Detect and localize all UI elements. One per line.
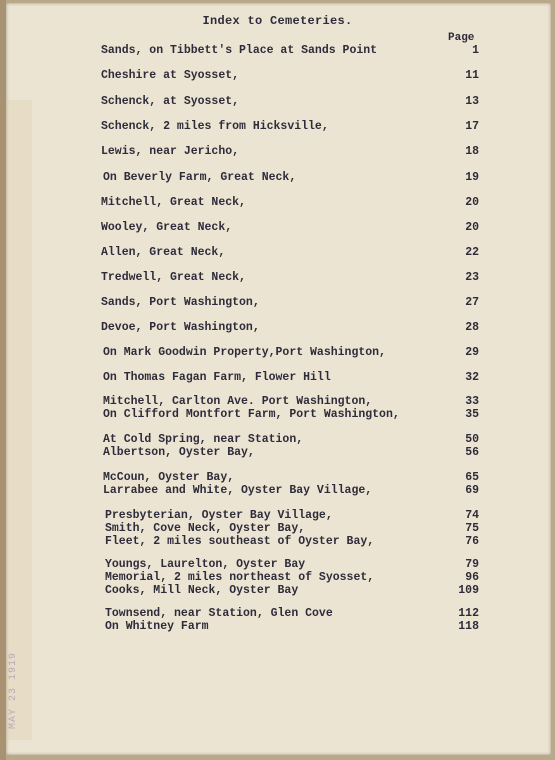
- index-entry: [0, 95, 555, 108]
- cemetery-name: Presbyterian, Oyster Bay Village,: [105, 509, 333, 522]
- index-entry-group: [0, 44, 555, 57]
- page-number: 23: [465, 271, 479, 284]
- cemetery-name: Smith, Cove Neck, Oyster Bay,: [105, 522, 306, 535]
- index-entry-group: [0, 371, 555, 384]
- index-entry: [0, 408, 555, 421]
- cemetery-name: Tredwell, Great Neck,: [101, 271, 246, 284]
- index-entry: [0, 171, 555, 184]
- index-entry: [0, 371, 555, 384]
- page-number: 118: [458, 620, 479, 633]
- page-number: 22: [465, 246, 479, 259]
- received-date-stamp: MAY 23 1919: [8, 652, 19, 730]
- index-entry-group: [0, 171, 555, 184]
- page-number: 76: [465, 535, 479, 548]
- page-number: 28: [465, 321, 479, 334]
- cemetery-name: Devoe, Port Washington,: [101, 321, 260, 334]
- index-entry: [0, 196, 555, 209]
- cemetery-name: Schenck, 2 miles from Hicksville,: [101, 120, 329, 133]
- index-entry: [0, 145, 555, 158]
- cemetery-name: Mitchell, Great Neck,: [101, 196, 246, 209]
- page-column-header: Page: [448, 32, 475, 44]
- index-entry: [0, 558, 555, 571]
- index-entry-group: [0, 321, 555, 334]
- cemetery-name: Townsend, near Station, Glen Cove: [105, 607, 333, 620]
- index-entry-group: [0, 246, 555, 259]
- index-entry-group: [0, 95, 555, 108]
- page-number: 1: [472, 44, 479, 57]
- index-entry: [0, 296, 555, 309]
- page-number: 20: [465, 196, 479, 209]
- page-number: 13: [465, 95, 479, 108]
- index-entry: [0, 44, 555, 57]
- cemetery-name: On Mark Goodwin Property,Port Washington,: [103, 346, 386, 359]
- index-entry: [0, 571, 555, 584]
- index-entry: [0, 607, 555, 620]
- page-number: 56: [465, 446, 479, 459]
- index-entry-group: [0, 196, 555, 209]
- page-number: 65: [465, 471, 479, 484]
- index-entry-group: [0, 145, 555, 158]
- page-number: 96: [465, 571, 479, 584]
- index-entry-group: [0, 433, 555, 459]
- index-entry: [0, 433, 555, 446]
- cemetery-name: Albertson, Oyster Bay,: [103, 446, 255, 459]
- cemetery-name: Larrabee and White, Oyster Bay Village,: [103, 484, 373, 497]
- index-entry: [0, 395, 555, 408]
- index-entry-group: [0, 509, 555, 548]
- cemetery-name: On Beverly Farm, Great Neck,: [103, 171, 297, 184]
- page-number: 29: [465, 346, 479, 359]
- index-entry: [0, 120, 555, 133]
- index-entry: [0, 246, 555, 259]
- cemetery-name: At Cold Spring, near Station,: [103, 433, 304, 446]
- cemetery-name: Youngs, Laurelton, Oyster Bay: [105, 558, 306, 571]
- cemetery-name: On Thomas Fagan Farm, Flower Hill: [103, 371, 331, 384]
- index-entry: [0, 69, 555, 82]
- cemetery-name: Allen, Great Neck,: [101, 246, 226, 259]
- page-number: 11: [465, 69, 479, 82]
- cemetery-name: Wooley, Great Neck,: [101, 221, 233, 234]
- page-number: 79: [465, 558, 479, 571]
- cemetery-name: Mitchell, Carlton Ave. Port Washington,: [103, 395, 373, 408]
- index-entry-group: [0, 120, 555, 133]
- cemetery-name: Memorial, 2 miles northeast of Syosset,: [105, 571, 375, 584]
- index-entry: [0, 221, 555, 234]
- index-entry-group: [0, 471, 555, 497]
- index-entry: [0, 271, 555, 284]
- page-number: 32: [465, 371, 479, 384]
- cemetery-name: Fleet, 2 miles southeast of Oyster Bay,: [105, 535, 375, 548]
- index-entry: [0, 522, 555, 535]
- index-entry-group: [0, 395, 555, 421]
- cemetery-name: Schenck, at Syosset,: [101, 95, 240, 108]
- index-entry-group: [0, 221, 555, 234]
- cemetery-name: Cooks, Mill Neck, Oyster Bay: [105, 584, 299, 597]
- page-number: 27: [465, 296, 479, 309]
- index-entry: [0, 535, 555, 548]
- page-number: 35: [465, 408, 479, 421]
- page-number: 109: [458, 584, 479, 597]
- page-number: 75: [465, 522, 479, 535]
- page-title: Index to Cemeteries.: [202, 14, 353, 28]
- page-number: 19: [465, 171, 479, 184]
- index-entry: [0, 346, 555, 359]
- page-number: 20: [465, 221, 479, 234]
- page-number: 69: [465, 484, 479, 497]
- page-number: 50: [465, 433, 479, 446]
- index-entry: [0, 584, 555, 597]
- cemetery-name: Cheshire at Syosset,: [101, 69, 240, 82]
- index-entry-group: [0, 271, 555, 284]
- cemetery-name: Sands, on Tibbett's Place at Sands Point: [101, 44, 378, 57]
- page-number: 17: [465, 120, 479, 133]
- index-entry: [0, 484, 555, 497]
- index-entry: [0, 446, 555, 459]
- page-number: 33: [465, 395, 479, 408]
- cemetery-name: McCoun, Oyster Bay,: [103, 471, 235, 484]
- cemetery-name: On Clifford Montfort Farm, Port Washington,: [103, 408, 400, 421]
- page-number: 112: [458, 607, 479, 620]
- page-number: 18: [465, 145, 479, 158]
- index-entry-group: [0, 346, 555, 359]
- cemetery-name: On Whitney Farm: [105, 620, 209, 633]
- index-entry: [0, 321, 555, 334]
- index-entry: [0, 471, 555, 484]
- index-entry-group: [0, 607, 555, 633]
- index-entry: [0, 509, 555, 522]
- cemetery-name: Sands, Port Washington,: [101, 296, 260, 309]
- page-number: 74: [465, 509, 479, 522]
- index-entry-group: [0, 558, 555, 597]
- cemetery-name: Lewis, near Jericho,: [101, 145, 240, 158]
- index-entry-group: [0, 69, 555, 82]
- index-entry-group: [0, 296, 555, 309]
- index-entry: [0, 620, 555, 633]
